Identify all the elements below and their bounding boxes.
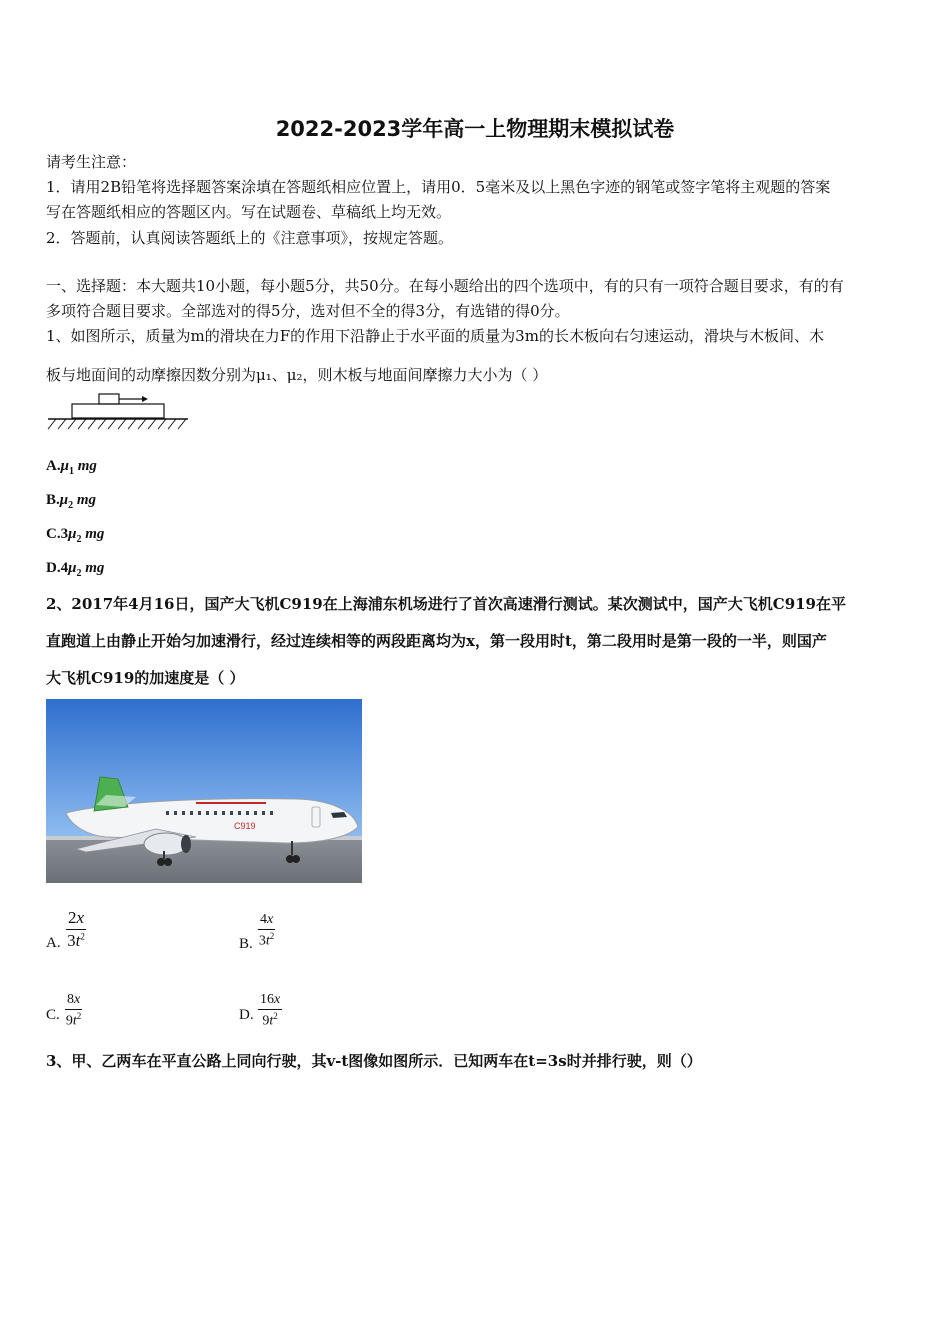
- ground-hatching: [48, 419, 186, 429]
- question-1-option-c[interactable]: $C.3\mu_2$ mg: [46, 526, 105, 545]
- question-1-line-2: 板与地面间的动摩擦因数分别为μ₁、μ₂，则木板与地面间摩擦力大小为（ ）: [46, 366, 548, 384]
- fraction-d: $\frac{16x}{9t^2}$: [260, 992, 281, 1029]
- question-2-option-b[interactable]: B. $\frac{4x}{3t^2}$: [239, 912, 275, 952]
- force-arrow-head: [142, 396, 148, 402]
- question-2-option-d[interactable]: D. $\frac{16x}{9t^2}$: [239, 992, 281, 1029]
- long-board: [72, 404, 164, 418]
- fraction-a: $\frac{2x}{3t^2}$: [67, 908, 85, 950]
- notice-heading: 请考生注意：: [46, 153, 137, 171]
- fraction-c: $\frac{8x}{9t^2}$: [65, 992, 82, 1029]
- question-2-line-2: 直跑道上由静止开始匀加速滑行，经过连续相等的两段距离均为x，第一段用时t，第二段用时是第一段的一半，则国产: [46, 632, 827, 650]
- notice-line-1b: 写在答题纸相应的答题区内。写在试题卷、草稿纸上均无效。: [46, 203, 452, 221]
- notice-line-2: 2．答题前，认真阅读答题纸上的《注意事项》，按规定答题。: [46, 229, 454, 247]
- question-2-option-a[interactable]: A. $\frac{2x}{3t^2}$: [46, 908, 85, 951]
- question-1-option-b[interactable]: $B.\mu_2$ mg: [46, 492, 97, 511]
- c919-airplane-photo: [46, 699, 362, 883]
- question-2-option-c[interactable]: C. $\frac{8x}{9t^2}$: [46, 992, 82, 1029]
- fraction-b: $\frac{4x}{3t^2}$: [258, 912, 275, 949]
- question-2-line-1: 2、2017年4月16日，国产大飞机C919在上海浦东机场进行了首次高速滑行测试。某次测试中，国产大飞机C919在平: [46, 595, 846, 613]
- section-1-intro-line-1: 一、选择题：本大题共10小题，每小题5分，共50分。在每小题给出的四个选项中，有的只有一项符合题目要求，有的有: [46, 277, 844, 295]
- notice-line-1a: 1．请用2B铅笔将选择题答案涂填在答题纸相应位置上，请用0．5毫米及以上黑色字迹的钢笔或签字笔将主观题的答案: [46, 178, 831, 196]
- c919-livery-text: C919: [234, 821, 256, 831]
- block-on-board-diagram: [46, 392, 191, 432]
- slider-block: [99, 394, 119, 404]
- question-1-option-d[interactable]: $D.4\mu_2$ mg: [46, 560, 105, 579]
- page-title: 2022-2023学年高一上物理期末模拟试卷: [275, 117, 675, 141]
- section-1-intro-line-2: 多项符合题目要求。全部选对的得5分，选对但不全的得3分，有选错的得0分。: [46, 302, 570, 320]
- question-3-line-1: 3、甲、乙两车在平直公路上同向行驶，其v-t图像如图所示．已知两车在t=3s时并排行驶，则（）: [46, 1052, 702, 1070]
- question-1-line-1: 1、如图所示，质量为m的滑块在力F的作用下沿静止于水平面的质量为3m的长木板向右匀速运动，滑块与木板间、木: [46, 327, 824, 345]
- question-2-line-3: 大飞机C919的加速度是（ ）: [46, 669, 245, 687]
- question-1-option-a[interactable]: $A.\mu_1$ mg: [46, 458, 97, 477]
